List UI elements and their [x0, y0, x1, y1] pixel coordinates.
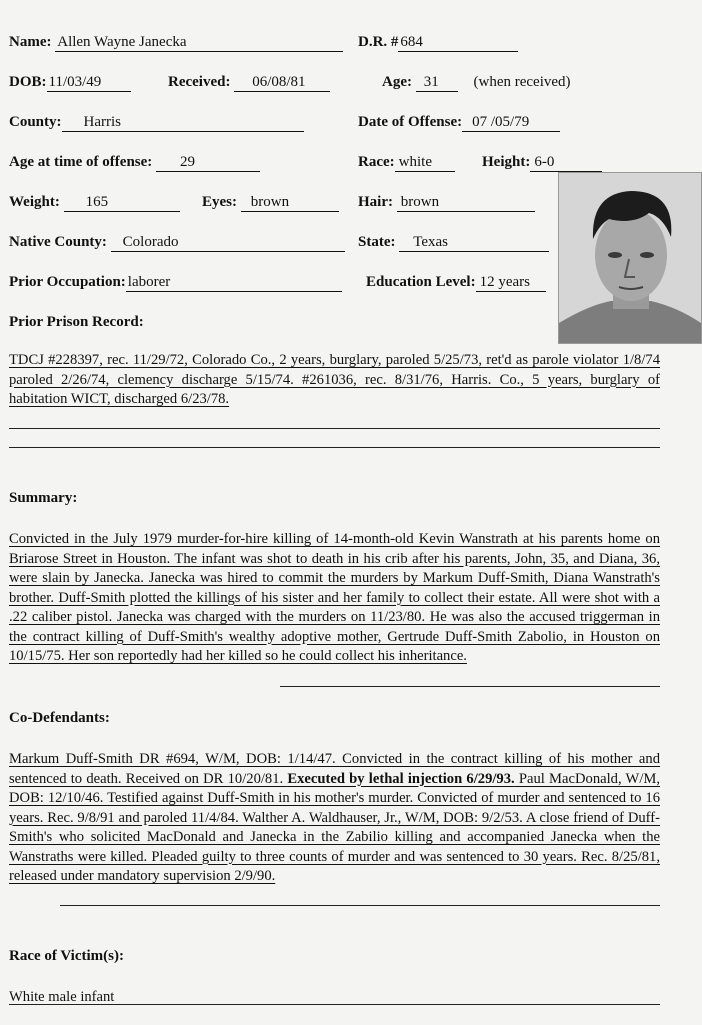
state-label: State:	[358, 234, 396, 250]
offense-date-field	[358, 113, 560, 132]
summary-heading: Summary:	[9, 490, 78, 506]
codefendants-text-part1: Markum Duff-Smith DR #694, W/M, DOB: 1/14/47. Convicted in the contract killing of his mother and sentenced to death. Received on DR 10/20/81.	[9, 751, 660, 787]
execution-note: Executed by lethal injection 6/29/93.	[287, 770, 515, 787]
age-at-offense-field	[9, 153, 260, 172]
education-label: Education Level:	[366, 274, 476, 290]
inmate-photo-image	[559, 173, 701, 343]
race-label: Race:	[358, 154, 395, 170]
race-value: white	[395, 154, 455, 172]
dr-number-value: 684	[398, 34, 518, 52]
hair-label: Hair:	[358, 194, 393, 210]
offense-date-label: Date of Offense:	[358, 114, 463, 130]
dob-value: 11/03/49	[47, 74, 131, 92]
name-label: Name:	[9, 34, 52, 50]
dob-field	[9, 73, 131, 92]
native-county-value: Colorado	[111, 234, 345, 252]
received-field	[168, 73, 330, 92]
education-field	[366, 273, 546, 292]
height-label: Height:	[482, 154, 531, 170]
occupation-value: laborer	[126, 274, 342, 292]
victims-heading: Race of Victim(s):	[9, 948, 124, 964]
county-value: Harris	[62, 114, 304, 132]
name-value: Allen Wayne Janecka	[55, 34, 343, 52]
weight-label: Weight:	[9, 194, 60, 210]
occupation-field	[9, 273, 342, 292]
blank-line-2	[9, 447, 660, 448]
hair-field	[358, 193, 535, 212]
victims-line	[9, 1004, 660, 1005]
age-at-offense-value: 29	[156, 154, 260, 172]
eyes-field	[202, 193, 339, 212]
summary-text: Convicted in the July 1979 murder-for-hire killing of 14-month-old Kevin Wanstrath at his parents home on Briarose Street in Houston. The infant was shot to death in his crib after his parents, John, 35, and Diana, 36, were slain by Janecka. Janecka was hired to commit the murders by Markum Duff-Smith, Diana Wanstrath's brother. Duff-Smith plotted the killings of his sister and her family to collect their estate. All were shot with a .22 caliber pistol. Janecka was charged with the murders on 11/23/80. He was also the accused triggerman in the contract killing of Duff-Smith's wealthy adoptive mother, Gertrude Duff-Smith Zabolio, in Houston on 10/15/75. Her son reportedly had her killed so he could collect his inheritance.	[9, 531, 660, 664]
eyes-label: Eyes:	[202, 194, 237, 210]
codefendants-text	[9, 750, 660, 887]
victims-value: White male infant	[9, 989, 115, 1005]
native-county-field	[9, 233, 345, 252]
age-field	[382, 73, 571, 92]
offense-date-value: 07 /05/79	[462, 114, 560, 132]
codefendants-heading: Co-Defendants:	[9, 710, 110, 726]
name-field	[9, 33, 343, 52]
summary-end-line	[280, 686, 660, 687]
height-value: 6-0	[530, 154, 602, 172]
county-label: County:	[9, 114, 62, 130]
dob-label: DOB:	[9, 74, 47, 90]
dr-number-label: D.R. #	[358, 34, 399, 50]
dr-number-field	[358, 33, 518, 52]
prior-record-label: Prior Prison Record:	[9, 314, 144, 330]
blank-line-1	[9, 428, 660, 429]
age-value: 31	[416, 74, 458, 92]
prior-record-text: TDCJ #228397, rec. 11/29/72, Colorado Co., 2 years, burglary, paroled 5/25/73, ret'd as parole violator 1/8/74 paroled 2/26/74, clemency discharge 5/15/74. #261036, rec. 8/31/76, Harris. Co., 5 years, burglary of habitation WICT, discharged 6/23/78.	[9, 352, 660, 407]
county-field	[9, 113, 304, 132]
native-county-label: Native County:	[9, 234, 107, 250]
race-field	[358, 153, 455, 172]
age-note: (when received)	[473, 74, 571, 90]
prior-record-field	[9, 313, 144, 331]
height-field	[482, 153, 602, 172]
weight-value: 165	[64, 194, 180, 212]
codefendants-text-part2: Paul MacDonald, W/M, DOB: 12/10/46. Testified against Duff-Smith in his mother's murder. Convicted of murder and sentenced to 16 years. Rec. 9/8/91 and paroled 11/4/84. Walther A. Waldhauser, Jr., W/M, DOB: 9/2/53. A close friend of Duff-Smith's who solicited MacDonald and Janecka in the Zabilio killing and accompanied Janecka when the Wanstraths were killed. Pleaded guilty to three counts of murder and was sentenced to 30 years. Rec. 8/25/81, released under mandatory supervision 2/9/90.	[9, 770, 661, 884]
inmate-photo	[558, 172, 702, 344]
hair-value: brown	[397, 194, 535, 212]
age-at-offense-label: Age at time of offense:	[9, 154, 153, 170]
eyes-value: brown	[241, 194, 339, 212]
weight-field	[9, 193, 180, 212]
age-label: Age:	[382, 74, 412, 90]
codefendants-end-line	[60, 905, 660, 906]
received-label: Received:	[168, 74, 231, 90]
state-field	[358, 233, 549, 252]
occupation-label: Prior Occupation:	[9, 274, 126, 290]
education-value: 12 years	[476, 274, 546, 292]
received-value: 06/08/81	[234, 74, 330, 92]
state-value: Texas	[399, 234, 549, 252]
